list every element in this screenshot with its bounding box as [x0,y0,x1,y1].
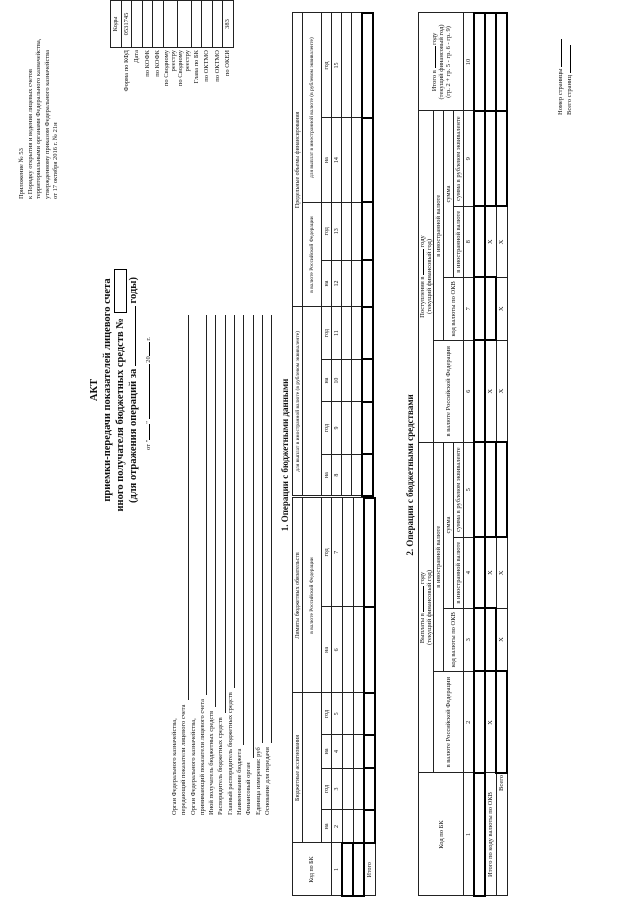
code-value[interactable] [202,1,213,48]
grand-total-label: Всего [496,773,507,896]
col-kbk-2: Код по БК [419,773,464,896]
code-value[interactable] [153,1,164,48]
code-value[interactable] [142,1,153,48]
appendix-line: к Порядку открытия и ведения лицевых счетов [26,68,34,199]
org-field-line[interactable] [255,315,263,743]
col-vol-rub: в валюте Российской Федерации [303,202,322,307]
org-field-label: Иной получатель бюджетных средств [208,710,216,815]
col-rec-rub: в валюте Российской Федерации [434,341,464,443]
org-field-label: Главный распорядитель бюджетных средств [226,692,234,815]
org-field-label: Распорядитель бюджетных средств [217,717,225,815]
code-value[interactable] [177,1,191,48]
page-footer [556,39,574,115]
org-field-line[interactable] [199,315,207,695]
org-field-line[interactable] [264,315,272,743]
org-field-label: Единица измерения: руб [254,747,262,815]
code-label: по ОКТМО [213,50,221,82]
title-line: АКТ [89,378,100,402]
code-value[interactable] [132,1,143,48]
col-vol-fx: для выплат в иностранной валюте (в рублевом эквиваленте) [303,13,322,202]
org-field-line[interactable] [181,315,189,700]
codes-header: Коды [111,1,122,48]
col-rec-fx: в иностранной валюте [434,111,444,341]
code-label: по КОФК [154,50,162,77]
org-field-label: Наименование бюджета [236,748,244,815]
appendix-line: территориальными органами Федерального казначейства, [35,38,42,199]
pages-total-label: Всего страниц [566,75,573,115]
code-value[interactable] [212,1,223,48]
code-value[interactable]: 0531745 [121,1,132,48]
org-field-line[interactable] [172,315,179,714]
section1-table-right: для выплат в иностранной валюте (в рублевом эквиваленте) Предельные объемы финансирования в валюте Российской Федерации для выплат в иностранной валюте (в рублевом эквиваленте) на год на год на год на год 8 9 10 11 12 13 14 15 [292,12,374,497]
col-volumes: Предельные объемы финансирования [293,13,303,307]
section1-title: 1. Операции с бюджетными данными [280,378,290,532]
section1-total-label: Итого [364,843,375,896]
code-label: по Сводному реестру [163,50,177,87]
section1-table-left: Код по БК Бюджетные ассигнования Лимиты бюджетных обязательств в валюте Российской Федерации на год на год на год 1 2 3 4 5 6 7 Итого [292,497,376,897]
page-number-label: Номер страницы [557,68,564,115]
org-field-line[interactable] [218,315,226,713]
org-field-line[interactable] [246,315,254,758]
col-limits-rub: в валюте Российской Федерации [303,498,322,693]
section2-table: Код по БК Выплаты в году (текущий финансовый год) Поступления в году (текущий финансовый год) Итого в году (текущий финансовый год) (гр. 2 + гр. 5 - гр. 6 - гр. 9) в валюте Российской Федерации в иностранной валюте в валюте Российской Федерации в иностранной валюте код валюты по ОКВ сумма код валюты по ОКВ сумма в иностранной валюте сумма в рублевом эквиваленте в иностранной валюте сумма в рублевом эквиваленте 1 2 3 4 5 6 7 8 9 10 Итого по коду валюты по ОКВ X X X X Всего X X X X X [418,12,508,897]
org-field-line[interactable] [227,315,235,688]
section2-title: 2. Операции с бюджетными средствами [405,394,415,556]
account-number-box[interactable] [114,269,127,313]
org-field-label: передающий показатели лицевого счета [180,704,188,815]
codes-table [110,0,234,105]
code-label: по КОФК [143,50,151,77]
title-line: иного получателя бюджетных средств № [115,318,126,512]
org-field-label: Основание для передачи [263,747,271,815]
org-field-line[interactable] [191,315,198,714]
appendix-line: от 17 октября 2016 г. № 21н [52,122,59,199]
code-label: по ОКЕИ [224,50,232,77]
col-limits-fx: для выплат в иностранной валюте (в рублевом эквиваленте) [293,307,303,496]
org-field-label: Финансовый орган [245,762,253,815]
org-field-label: Орган Федерального казначейства, [171,718,178,815]
org-field-label: Орган Федерального казначейства, [189,718,197,815]
code-label: Глава по БК [192,50,200,84]
appendix-line: утвержденному приказом Федерального казначейства [43,49,51,199]
act-date: от "" 20 г. [145,337,152,450]
appendix-line: Приложение № 53 [18,148,25,199]
org-field-line[interactable] [208,315,216,707]
code-value[interactable] [191,1,202,48]
code-label: Дата [133,50,141,63]
org-field-line[interactable] [236,315,244,745]
title-line: приемки-передачи показателей лицевого счета [102,278,113,502]
code-value[interactable] [163,1,177,48]
col-pay-rub: в валюте Российской Федерации [434,671,464,773]
org-field-label: принимающий показатели лицевого счета [198,698,206,815]
code-value[interactable]: 383 [223,1,234,48]
col-limits: Лимиты бюджетных обязательств [293,498,303,693]
org-fields [170,315,272,815]
code-label: Форма по КФД [122,50,130,92]
col-kbk: Код по БК [293,843,332,896]
act-title [88,230,140,550]
col-pay-fx: в иностранной валюте [434,442,444,671]
appendix-note [18,39,61,199]
title-line: годы) [128,276,140,304]
col-assignments: Бюджетные ассигнования [293,693,303,843]
total-by-okv-label: Итого по коду валюты по ОКВ [485,773,496,896]
code-label: по ОКТМО [203,50,211,82]
code-label: по Сводному реестру [177,50,191,87]
title-line: (для отражения операций за [128,368,140,504]
